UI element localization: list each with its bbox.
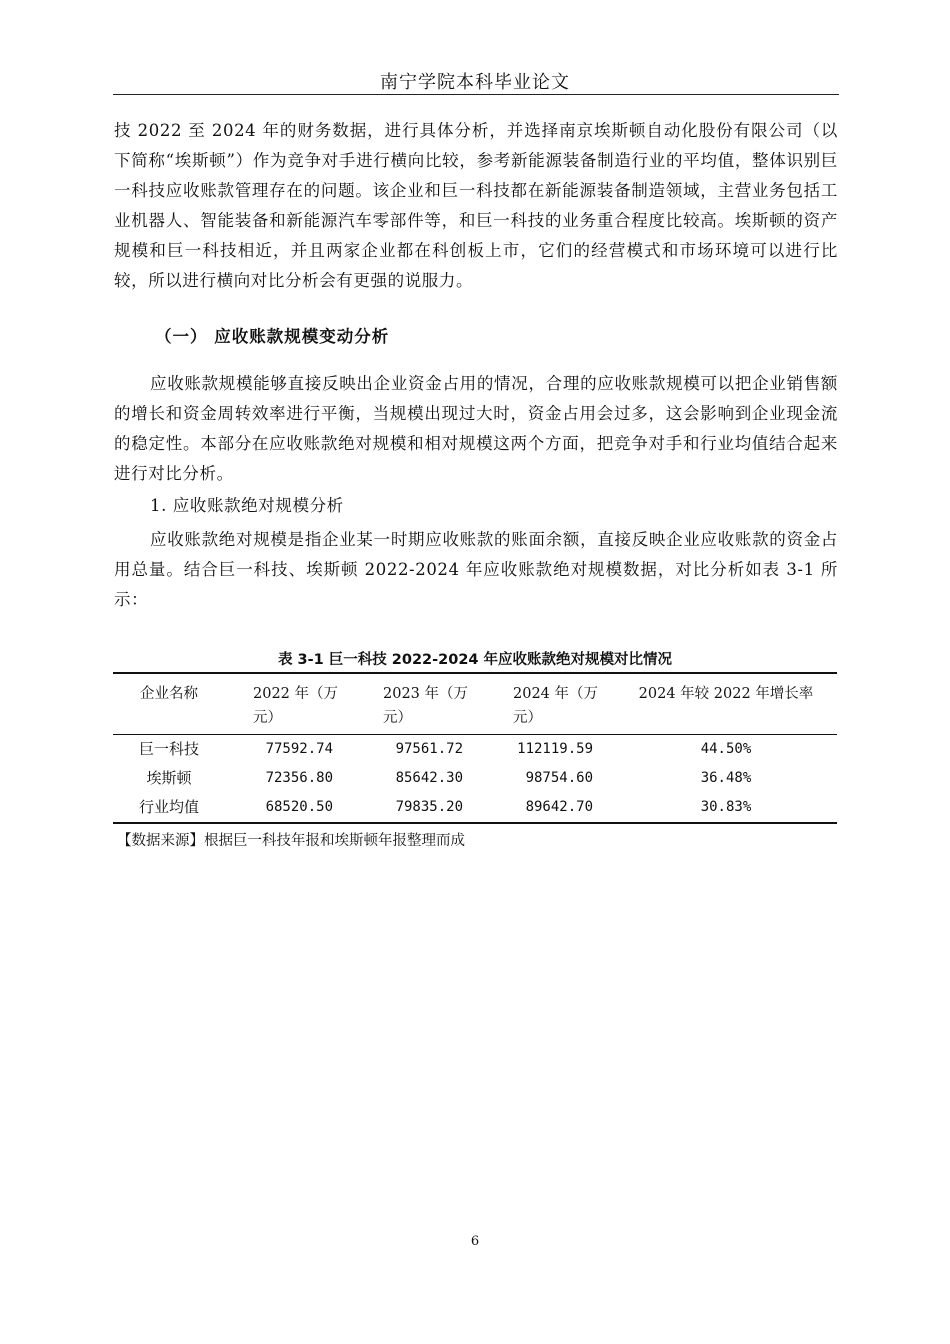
header-2022-line1: 2022 年（万 (253, 686, 339, 702)
cell-2024: 98754.60 (525, 770, 593, 786)
cell-2023: 97561.72 (395, 741, 463, 757)
header-company (113, 673, 225, 735)
header-rule (113, 94, 839, 95)
page-number: 6 (470, 1234, 480, 1249)
section-heading: （一） 应收账款规模变动分析 (155, 327, 390, 346)
cell-2022: 68520.50 (225, 793, 355, 823)
header-company-label: 企业名称 (140, 686, 198, 702)
table-source-note: 【数据来源】根据巨一科技年报和埃斯顿年报整理而成 (117, 833, 465, 849)
cell-growth: 44.50% (700, 741, 752, 757)
receivables-table (113, 672, 837, 824)
section-paragraph: 应收账款规模能够直接反映出企业资金占用的情况，合理的应收账款规模可以把企业销售额的增长和资金周转效率进行平衡，当规模出现过大时，资金占用会过多，这会影响到企业现金流的稳定性。本部分在应收账款绝对规模和相对规模这两个方面，把竞争对手和行业均值结合起来进行对比分析。 (114, 374, 838, 483)
header-2024-line2: 元） (513, 710, 542, 726)
table-header-row (113, 673, 837, 735)
table-row (113, 793, 837, 823)
header-2023-line2: 元） (383, 710, 412, 726)
cell-2022: 77592.74 (265, 741, 333, 757)
header-2024 (485, 673, 615, 735)
table-row (113, 735, 837, 765)
cell-growth: 36.48% (700, 770, 752, 786)
table-row (113, 764, 837, 793)
sub-paragraph: 应收账款绝对规模是指企业某一时期应收账款的账面余额，直接反映企业应收账款的资金占用总量。结合巨一科技、埃斯顿 2022-2024 年应收账款绝对规模数据，对比分析如表 3-1 所示： (114, 530, 838, 609)
cell-2022: 72356.80 (265, 770, 333, 786)
cell-company: 埃斯顿 (146, 769, 192, 787)
cell-2024: 112119.59 (517, 741, 593, 757)
cell-company: 巨一科技 (138, 740, 199, 758)
intro-paragraph: 技 2022 至 2024 年的财务数据，进行具体分析，并选择南京埃斯顿自动化股份有限公司（以下简称“埃斯顿”）作为竞争对手进行横向比较，参考新能源装备制造行业的平均值，整体识别巨一科技应收账款管理存在的问题。该企业和巨一科技都在新能源装备制造领域，主营业务包括工业机器人、智能装备和新能源汽车零部件等，和巨一科技的业务重合程度比较高。埃斯顿的资产规模和巨一科技相近，并且两家企业都在科创板上市，它们的经营模式和市场环境可以进行比较，所以进行横向对比分析会有更强的说服力。 (114, 121, 838, 290)
running-header-title: 南宁学院本科毕业论文 (380, 72, 570, 93)
header-2022 (225, 673, 355, 735)
cell-company: 行业均值 (113, 793, 225, 823)
header-2024-line1: 2024 年（万 (513, 686, 599, 702)
cell-2024: 89642.70 (485, 793, 615, 823)
cell-2023: 85642.30 (395, 770, 463, 786)
cell-2023: 79835.20 (355, 793, 485, 823)
header-2023-line1: 2023 年（万 (383, 686, 469, 702)
header-growth (615, 673, 837, 735)
header-2022-line2: 元） (253, 710, 282, 726)
cell-growth: 30.83% (615, 793, 837, 823)
sub-heading: 1. 应收账款绝对规模分析 (150, 496, 344, 515)
table-caption: 表 3-1 巨一科技 2022-2024 年应收账款绝对规模对比情况 (277, 652, 673, 668)
header-2023 (355, 673, 485, 735)
header-growth-label: 2024 年较 2022 年增长率 (638, 686, 814, 702)
